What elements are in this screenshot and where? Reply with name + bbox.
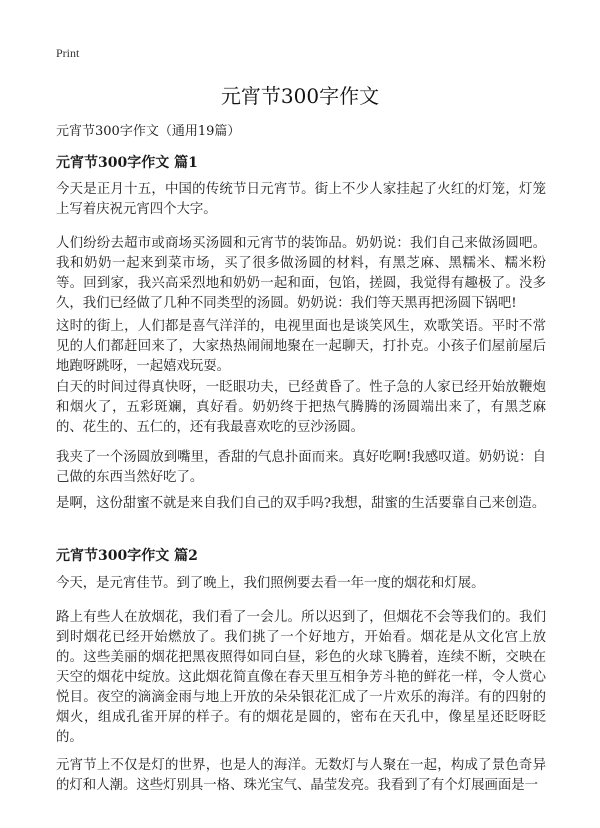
paragraph: 今天，是元宵佳节。到了晚上，我们照例要去看一年一度的烟花和灯展。 xyxy=(56,576,485,591)
paragraph: 我夹了一个汤圆放到嘴里，香甜的气息扑面而来。真好吃啊!我感叹道。奶奶说：自己做的东西当然好吃了。 xyxy=(56,450,546,485)
paragraph: 这时的街上，人们都是喜气洋洋的，电视里面也是谈笑风生，欢歌笑语。平时不常见的人们都赶回来了，大家热热闹闹地聚在一起聊天，打扑克。小孩子们屋前屋后地跑呀跳呀，一起嬉戏玩耍。 xyxy=(56,319,546,374)
section-heading: 元宵节300字作文 篇2 xyxy=(56,548,198,564)
paragraph: 白天的时间过得真快呀，一眨眼功夫，已经黄昏了。性子急的人家已经开始放鞭炮和烟火了，五彩斑斓，真好看。奶奶终于把热气腾腾的汤圆端出来了，有黑芝麻的、花生的、五仁的，还有我最喜欢吃的豆沙汤圆。 xyxy=(56,380,546,435)
paragraph: 人们纷纷去超市或商场买汤圆和元宵节的装饰品。奶奶说：我们自己来做汤圆吧。我和奶奶一起来到菜市场，买了很多做汤圆的材料，有黑芝麻、黑糯米、糯米粉等。回到家，我兴高采烈地和奶奶一起和面，包馅，搓圆，我觉得有趣极了。没多久，我们已经做了几种不同类型的汤圆。奶奶说：我们等天黑再把汤圆下锅吧! xyxy=(56,236,546,311)
paragraph: 元宵节上不仅是灯的世界，也是人的海洋。无数灯与人聚在一起，构成了景色奇异的灯和人潮。这些灯别具一格、珠光宝气、晶莹发亮。我看到了有个灯展画面是一 xyxy=(56,758,546,793)
section-heading: 元宵节300字作文 篇1 xyxy=(56,155,198,171)
paragraph: 是啊，这份甜蜜不就是来自我们自己的双手吗?我想，甜蜜的生活要靠自己来创造。 xyxy=(56,496,546,511)
document-subtitle: 元宵节300字作文（通用19篇） xyxy=(56,124,241,139)
print-link[interactable]: Print xyxy=(56,46,80,60)
paragraph: 今天是正月十五，中国的传统节日元宵节。街上不少人家挂起了火红的灯笼，灯笼上写着庆祝元宵四个大字。 xyxy=(56,182,546,217)
paragraph: 路上有些人在放烟花，我们看了一会儿。所以迟到了，但烟花不会等我们的。我们到时烟花已经开始燃放了。我们挑了一个好地方，开始看。烟花是从文化宫上放的。这些美丽的烟花把黑夜照得如同白昼，彩色的火球飞腾着，连续不断，交映在天空的烟花中绽放。这此烟花简直像在春天里互相争芳斗艳的鲜花一样，令人赏心悦目。夜空的滴滴金雨与地上开放的朵朵银花汇成了一片欢乐的海洋。有的四射的烟火，组成孔雀开屏的样子。有的烟花是圆的，密布在天孔中，像星星还眨呀眨的。 xyxy=(56,610,546,745)
document-title: 元宵节300字作文 xyxy=(220,84,380,108)
